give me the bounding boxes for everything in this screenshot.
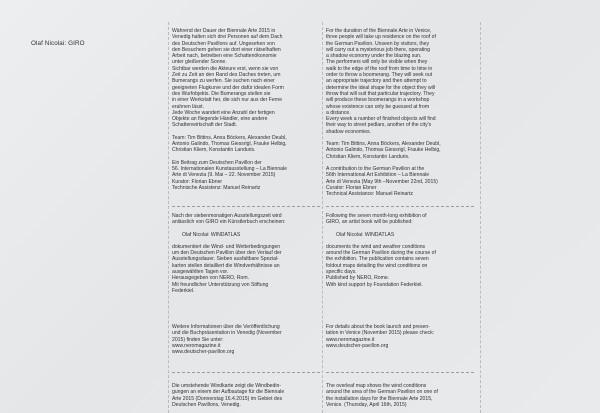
german-map-note: Die umstehende Windkarte zeigt die Windbedin- gungen an einem der Aufbautage für die Biennale Arte 2015 (Donnerstag 16.4.2015) im Gebiet des Deutschen Pavillons, Venedig. (172, 383, 285, 408)
english-more-info-block (326, 324, 476, 349)
german-book-title: Olaf Nicolai: WINDATLAS (182, 231, 241, 238)
english-intro: For the duration of the Biennale Arte in Venice, three people will take up residence on the roof of the German Pavilion. Unseen by visitors, they will carry out a mysterious job there, operating a shadow economy under the blazing sun. The performers will only be visible when they walk to the edge of the roof from time to time in order to throw a boomerang. They will seek out an appropriate trajectory and then attempt to determine the ideal shape for the object they will throw that will suit that particular trajectory. They will produce these boomerangs in a workshop whose existence can only be guessed at from a distance. Every week a number of finished objects will find their way to street pedlars, another of the city's shadow economies. (326, 28, 436, 135)
german-more-info-block (172, 324, 322, 355)
english-column-book (326, 213, 476, 288)
english-column-top (326, 28, 476, 197)
german-map-note-block (172, 383, 322, 408)
german-column-top (172, 28, 322, 191)
german-book-intro: Nach der siebenmonatigen Ausstellungszeit wird anlässlich von GIRO ein Künstlerbuch erscheinen: (172, 213, 286, 226)
german-column-book (172, 213, 322, 294)
english-divider-1 (326, 206, 474, 207)
english-more-info: For details about the book launch and presen- tation in Venice (November 2015) please check: www.neromagazine.it www.deutscher-pavillon.org (326, 324, 435, 349)
german-divider-1 (172, 206, 320, 207)
column-guide-middle (322, 22, 323, 413)
english-team: Team: Tim Bittins, Anna Böckers, Alexander Deubl, Antonio Galindo, Thomas Giessrigl, Frauke Helbig, Christian Kliem, Konstantin Landuris. (326, 141, 441, 160)
german-divider-2 (172, 372, 320, 373)
english-map-note-block (326, 383, 476, 408)
document-title: Olaf Nicolai: GIRO (31, 40, 85, 47)
english-book-intro: Following the seven month-long exhibition of GIRO, an artist book will be published: (326, 213, 427, 226)
english-book-description: documents the wind and weather conditions around the German Pavilion during the course of the exhibition. The publication contains seven foldout maps detailing the wind conditions on specific days. Published by NERO, Rome. With kind support by Foundation Federkiel. (326, 243, 436, 288)
english-map-note: The overleaf map shows the wind conditions around the area of the German Pavilion on one of the installation days for the Biennale Arte 2015, Venice. (Thursday, April 16th, 2015) (326, 383, 438, 408)
german-more-info: Weitere Informationen über die Veröffentlichung und die Buchpräsentation in Venedig (November 2015) finden Sie unter: www.neromagazine.it www.deutscher-pavillon.org (172, 324, 282, 356)
german-contribution: Ein Beitrag zum Deutschen Pavillon der 56. Internationalen Kunstausstellung – La Biennale Arte di Venezia (9. Mai – 22. November 2015) Kurator: Florian Ebner Technische Assistenz: Manuel Reinartz (172, 159, 287, 191)
english-book-title: Olaf Nicolai: WINDATLAS (336, 231, 395, 238)
german-team: Team: Tim Bittins, Anna Böckers, Alexander Deubl, Antonio Galindo, Thomas Giessrigl, Frauke Helbig, Christian Kliem, Konstantin Landuris. (172, 134, 287, 154)
column-guide-left (168, 22, 169, 413)
german-book-description: dokumentiert die Wind- und Wetterbedingungen um den Deutschen Pavillon über den Verlauf der Ausstellungsdauer. Sieben ausfaltbare Spezial- karten stellen detailliert die Windverhältnisse an ausgewählten Tagen vor. Herausgegeben von NERO, Rom. Mit freundlicher Unterstützung von Stiftung Federkiel. (172, 243, 282, 294)
english-contribution: A contribution to the German Pavilion at the 56th International Art Exhibition – La Biennale Arte di Venezia (May 9th –November 22nd, 2015) Curator: Florian Ebner Technical Assistance: Manuel Reinartz (326, 165, 438, 198)
german-intro: Während der Dauer der Biennale Arte 2015 in Venedig halten sich drei Personen auf dem Dach des Deutschen Pavillons auf. Ungesehen von den Besuchern gehen sie dort einer rätselhaften Arbeit nach, betreiben eine Schattenökonomie unter gleißender Sonne. Sichtbar werden die Akteure erst, wenn sie von Zeit zu Zeit an den Rand des Daches treten, um Bumerangs zu werfen. Sie suchen nach einer geeigneten Flugkurve und der dafür idealen Form des Wurfobjekts. Die Bumerangs stellen sie in einer Werkstatt her, die sich nur aus der Ferne erahnen lässt. Jede Woche wandert eine Anzahl der fertigen Objekte an fliegende Händler, eine andere Schattenwirtschaft der Stadt. (172, 28, 284, 129)
english-divider-2 (326, 372, 474, 373)
column-guide-right (480, 22, 481, 413)
